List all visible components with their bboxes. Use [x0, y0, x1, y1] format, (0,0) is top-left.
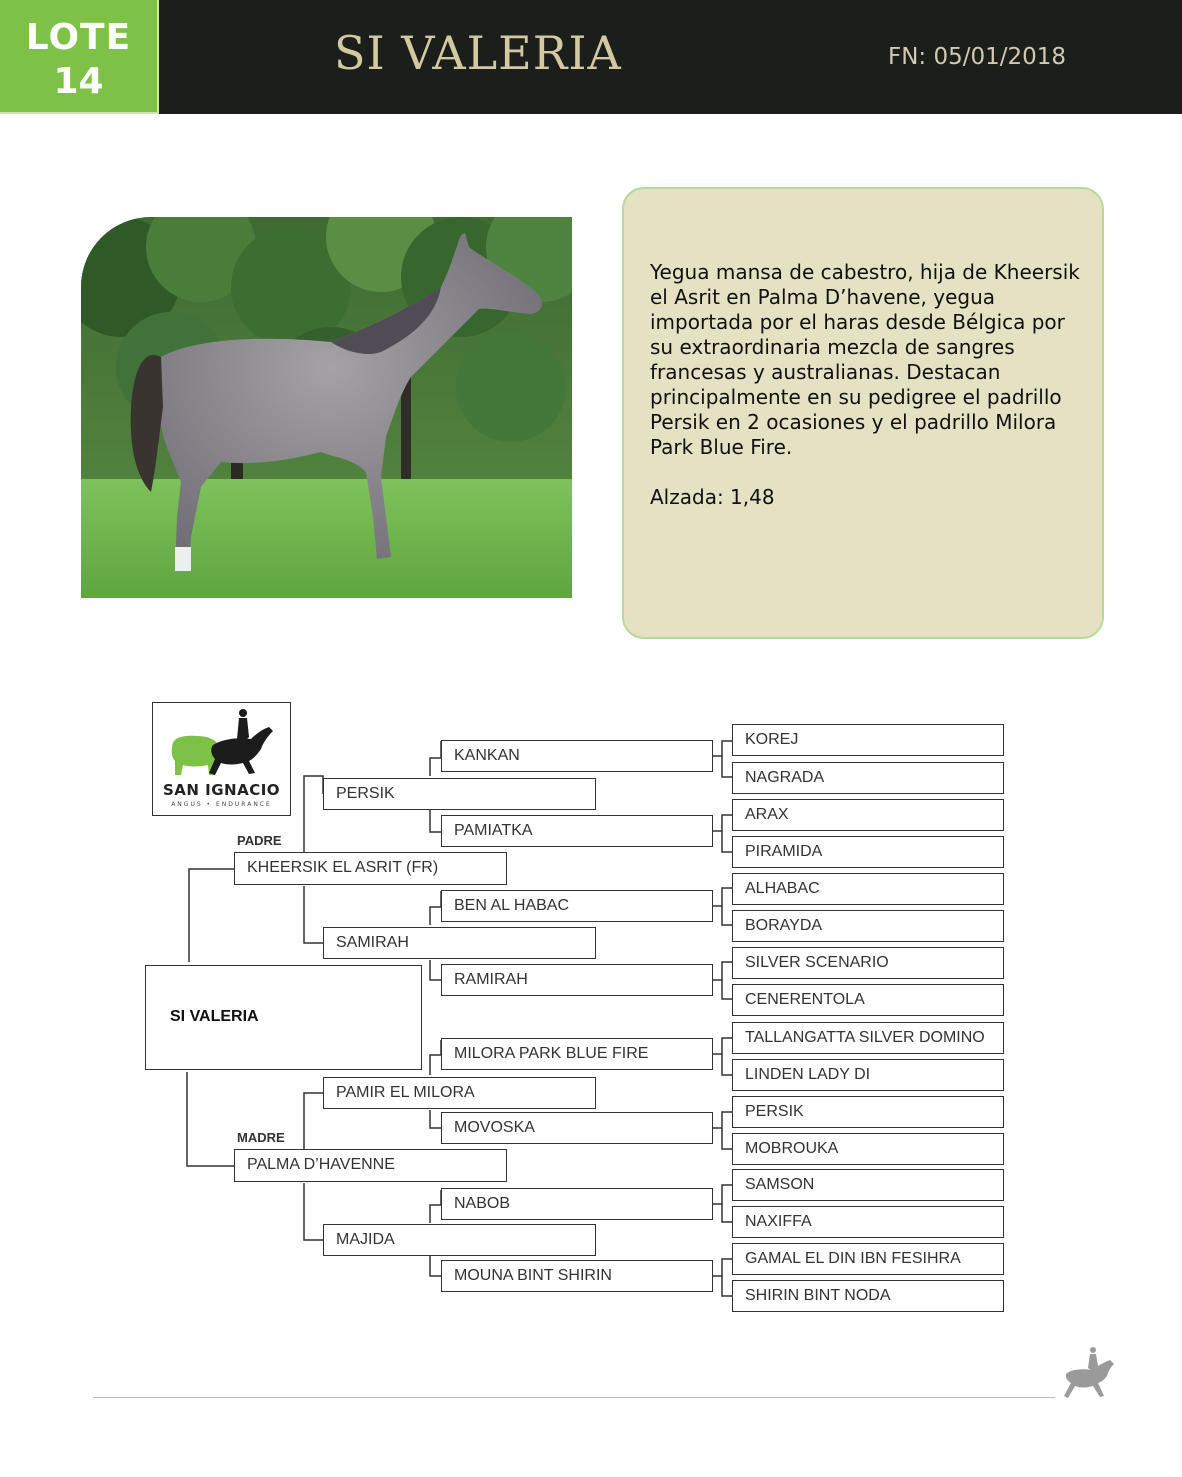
pedigree-subject [145, 965, 422, 1070]
gg-grandparent-box: PIRAMIDA [732, 836, 1004, 868]
gg-grandparent-box: LINDEN LADY DI [732, 1059, 1004, 1091]
gg-grandparent-box: ARAX [732, 799, 1004, 831]
grandparent-box: PERSIK [323, 778, 596, 810]
gg-grandparent-box: CENERENTOLA [732, 984, 1004, 1016]
gg-grandparent-box: SILVER SCENARIO [732, 947, 1004, 979]
rider-horse-icon [1060, 1346, 1122, 1402]
great-grandparent-box: MILORA PARK BLUE FIRE [441, 1038, 713, 1070]
gg-grandparent-box: MOBROUKA [732, 1133, 1004, 1165]
grandparent-box: MAJIDA [323, 1224, 596, 1256]
gg-grandparent-box: GAMAL EL DIN IBN FESIHRA [732, 1243, 1004, 1275]
gg-grandparent-box: NAXIFFA [732, 1206, 1004, 1238]
lot-number: 14 [53, 61, 104, 102]
subject-name: SI VALERIA [170, 1008, 259, 1025]
great-grandparent-box: MOUNA BINT SHIRIN [441, 1260, 713, 1292]
great-grandparent-box: KANKAN [441, 740, 713, 772]
horse-name-title: SI VALERIA [334, 26, 622, 80]
birth-date: FN: 05/01/2018 [888, 44, 1067, 70]
sire-label: PADRE [237, 833, 282, 848]
great-grandparent-box: PAMIATKA [441, 815, 713, 847]
great-grandparent-box: NABOB [441, 1188, 713, 1220]
dam-label: MADRE [237, 1130, 285, 1145]
gg-grandparent-box: SHIRIN BINT NODA [732, 1280, 1004, 1312]
logo-tagline: ANGUS • ENDURANCE [171, 801, 272, 808]
grandparent-box: PAMIR EL MILORA [323, 1077, 596, 1109]
gg-grandparent-box: NAGRADA [732, 762, 1004, 794]
lot-label: LOTE [25, 17, 132, 58]
sire-box: KHEERSIK EL ASRIT (FR) [234, 852, 507, 885]
gg-grandparent-box: SAMSON [732, 1169, 1004, 1201]
gg-grandparent-box: KOREJ [732, 724, 1004, 756]
grandparent-box: SAMIRAH [323, 927, 596, 959]
gg-grandparent-box: ALHABAC [732, 873, 1004, 905]
great-grandparent-box: MOVOSKA [441, 1112, 713, 1144]
footer-divider [93, 1397, 1055, 1398]
great-grandparent-box: RAMIRAH [441, 964, 713, 996]
gg-grandparent-box: TALLANGATTA SILVER DOMINO [732, 1022, 1004, 1054]
logo-name: SAN IGNACIO [162, 781, 281, 799]
great-grandparent-box: BEN AL HABAC [441, 890, 713, 922]
description-text: Yegua mansa de cabestro, hija de Kheersik el Asrit en Palma D’havene, yegua importada por el haras desde Bélgica por su extraordinaria mezcla de sangres francesas y australianas. Destacan principalmente en su pedigree el padrillo Persik en 2 ocasiones y el padrillo Milora Park Blue Fire. [650, 260, 1080, 459]
gg-grandparent-box: BORAYDA [732, 910, 1004, 942]
dam-box: PALMA D’HAVENNE [234, 1149, 507, 1182]
gg-grandparent-box: PERSIK [732, 1096, 1004, 1128]
height-value: Alzada: 1,48 [650, 485, 775, 509]
